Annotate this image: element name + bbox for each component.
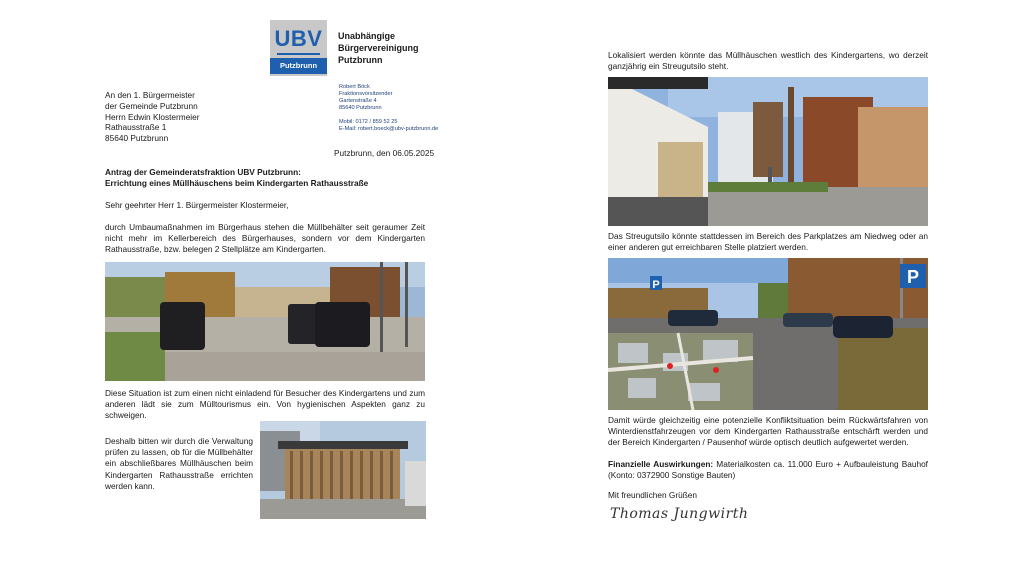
- photo-waste-bins: [105, 262, 425, 381]
- right-paragraph-3: Damit würde gleichzeitig eine potenzielle Konfliktsituation beim Rückwärtsfahren von Winterdienstfahrzeugen vor dem Kindergarten Rathausstraße entschärft werden und der Bereich Kindergarten / Pausenhof würde optisch deutlich aufgewertet werden.: [608, 415, 928, 448]
- organization-name: [338, 30, 419, 66]
- logo-divider: [277, 53, 320, 55]
- closing: Mit freundlichen Grüßen: [608, 490, 698, 500]
- logo-mark: UBV: [274, 26, 323, 51]
- recipient-line: Rathausstraße 1: [105, 122, 167, 133]
- salutation: Sehr geehrter Herr 1. Bürgermeister Klostermeier,: [105, 200, 289, 210]
- org-line-3: Putzbrunn: [338, 55, 383, 65]
- signature: Thomas Jungwirth: [610, 506, 749, 522]
- paragraph-1: durch Umbaumaßnahmen im Bürgerhaus stehen die Müllbehälter seit geraumer Zeit nicht mehr im Kellerbereich des Bürgerhauses, sondern vor dem Kindergarten Rathausstraße, bzw. belegen 2 Stellplätze am Kindergarten.: [105, 222, 425, 255]
- recipient-line: An den 1. Bürgermeister: [105, 90, 195, 100]
- right-paragraph-2: Das Streugutsilo könnte stattdessen im Bereich des Parkplatzes am Niedweg oder an einer anderen gut erreichbaren Stelle platziert werden.: [608, 231, 928, 253]
- parking-sign-right: P: [906, 267, 920, 287]
- recipient-line: Herrn Edwin Klostermeier: [105, 111, 200, 122]
- sender-name: Robert Böck: [339, 84, 370, 90]
- date-line: Putzbrunn, den 06.05.2025: [334, 148, 435, 158]
- photo-parking-niedweg: [608, 258, 928, 410]
- org-line-1: Unabhängige: [338, 31, 396, 41]
- financial-impact-label: Finanzielle Auswirkungen:: [608, 459, 714, 469]
- right-paragraph-1: Lokalisiert werden könnte das Müllhäuschen westlich des Kindergartens, wo derzeit ganzjährig ein Streugutsilo steht.: [608, 50, 928, 72]
- recipient-line: 85640 Putzbrunn: [105, 133, 169, 144]
- sender-mobile: Mobil: 0172 / 859 52 25: [339, 119, 398, 125]
- photo-salt-silo: [608, 77, 928, 226]
- ubv-logo: [270, 20, 327, 76]
- sender-street: Gartenstraße 4: [339, 98, 377, 104]
- subject: [105, 167, 368, 189]
- org-line-2: Bürgervereinigung: [338, 43, 419, 53]
- recipient-line: der Gemeinde Putzbrunn: [105, 100, 198, 111]
- sender-email[interactable]: E-Mail: robert.boeck@ubv-putzbrunn.de: [339, 126, 439, 132]
- recipient-address: [105, 90, 200, 144]
- sender-role: Fraktionsvorsitzender: [339, 91, 393, 97]
- financial-impact: [608, 459, 928, 481]
- parking-sign-left: P: [652, 279, 660, 291]
- subject-line-2: Errichtung eines Müllhäuschens beim Kindergarten Rathausstraße: [105, 178, 369, 188]
- sender-block: [339, 84, 438, 133]
- paragraph-2: Diese Situation ist zum einen nicht einladend für Besucher des Kindergartens und zum anderen lädt sie zum Mülltourismus ein. Von hygienischen Aspekten ganz zu schweigen.: [105, 388, 425, 421]
- subject-line-1: Antrag der Gemeinderatsfraktion UBV Putzbrunn:: [105, 167, 301, 177]
- financial-impact-text: Materialkosten ca. 11.000 Euro + Aufbauleistung Bauhof (Konto: 0372900 Sonstige Bauten): [608, 459, 928, 481]
- paragraph-3: Deshalb bitten wir durch die Verwaltung prüfen zu lassen, ob für die Müllbehälter ein abschließbares Müllhäuschen beim Kindergarten Rathausstraße errichten werden kann.: [105, 436, 253, 491]
- logo-town: Putzbrunn: [270, 58, 327, 74]
- photo-waste-shed: [260, 421, 426, 519]
- sender-city: 85640 Putzbrunn: [339, 105, 382, 111]
